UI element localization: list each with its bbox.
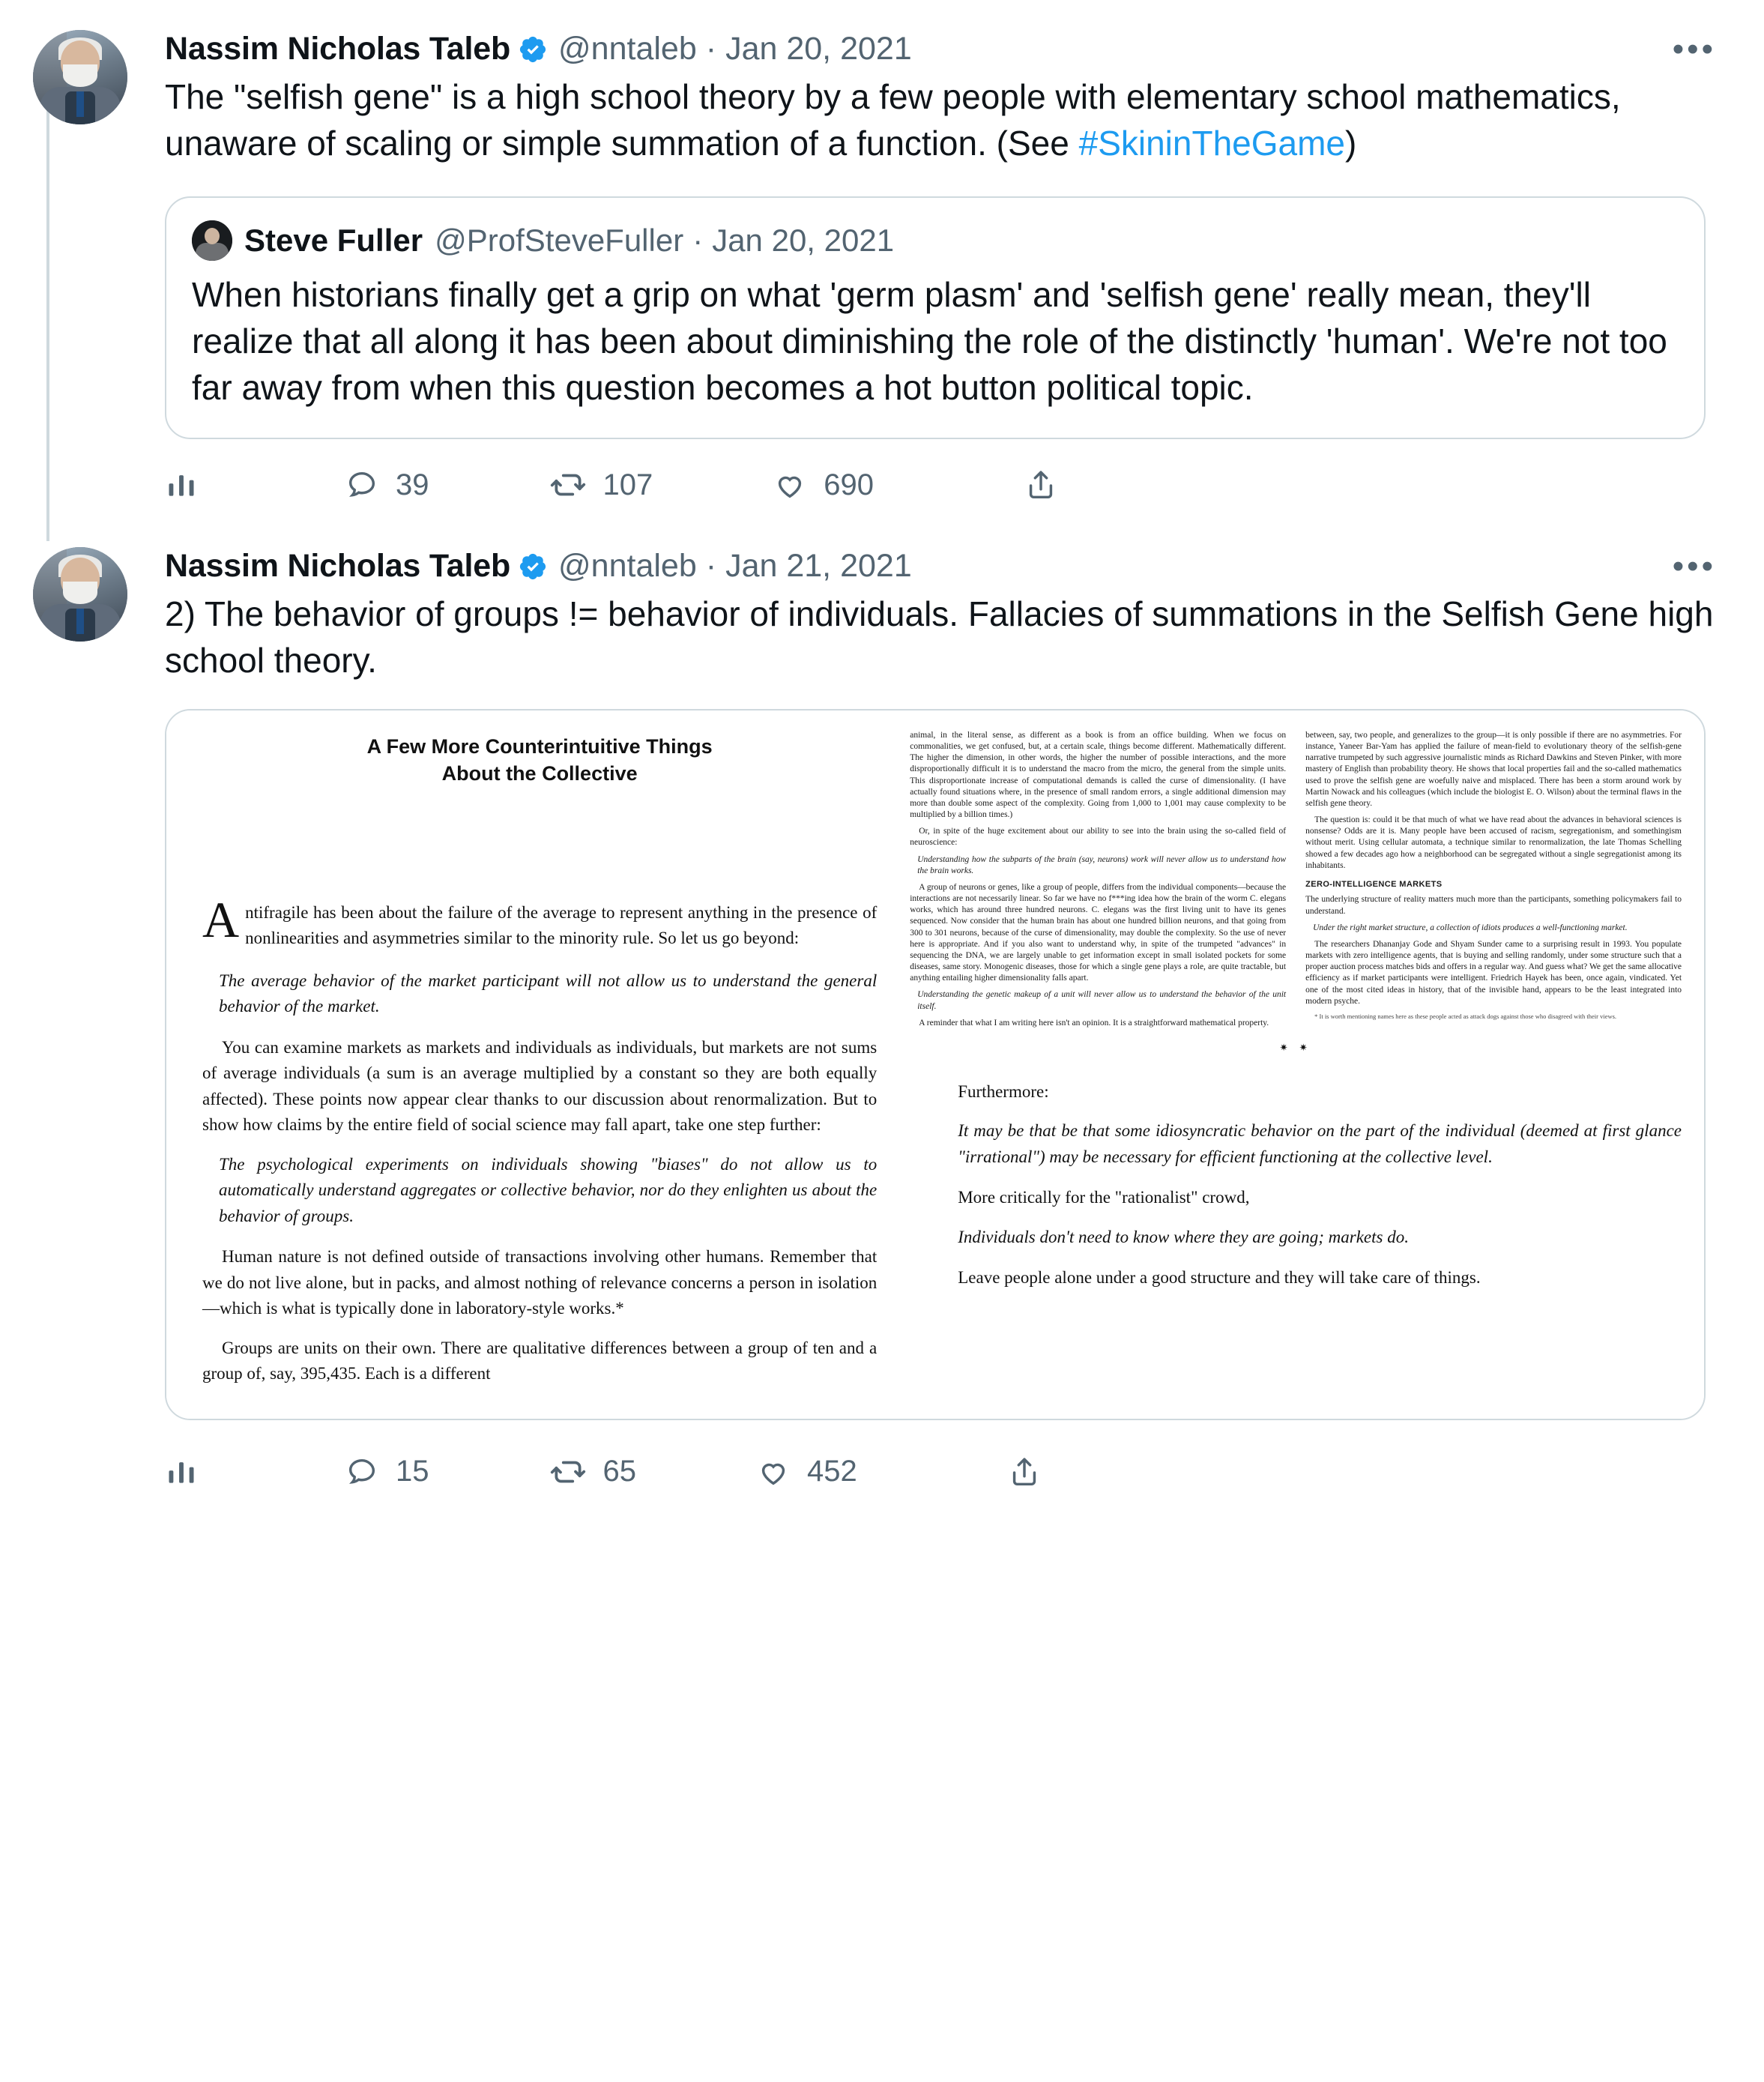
analytics-button[interactable]: [165, 1455, 198, 1488]
book-paragraph-3: Human nature is not defined outside of transactions involving other humans. Remember that we do not live alone, but in packs, and almost nothing of relevance concerns a person in isolation—which is what is typically done in laboratory-style works.*: [202, 1247, 878, 1318]
verified-badge-icon: [518, 34, 548, 64]
avatar[interactable]: [33, 30, 127, 124]
share-button[interactable]: [1007, 1455, 1042, 1489]
book-italic-2: The psychological experiments on individuals showing "biases" do not allow us to automatically understand aggregates or collective behavior, nor do they enlighten us about the behavior of groups.: [219, 1154, 878, 1225]
tweet-text-after: ): [1345, 123, 1357, 163]
book-mid-italic-1: Understanding how the subparts of the brain (say, neurons) work will never allow us to understand how the brain works.: [917, 854, 1287, 875]
book-right2-italic: Under the right market structure, a collection of idiots produces a well-functioning market.: [1313, 923, 1628, 932]
tweet-header: [165, 30, 1724, 69]
book-right-page: [910, 730, 1682, 1401]
avatar-column: [33, 30, 148, 511]
book-opening-paragraph: [202, 890, 878, 952]
book-column-right: [1305, 730, 1682, 1034]
author-name[interactable]: Nassim Nicholas Taleb: [165, 548, 511, 585]
author-handle[interactable]: @nntaleb: [558, 31, 697, 67]
tweet-text: [165, 73, 1724, 166]
tweet-date[interactable]: Jan 21, 2021: [725, 548, 912, 585]
more-options-icon[interactable]: •••: [1672, 547, 1716, 585]
book-mid-para-1: animal, in the literal sense, as different as a book is from an office building. When we focus on commonalities, we get confused, but, at a certain scale, things become different. Mathematically different. The higher the dimension, in other words, the higher the number of possible interactions, and the more disproportionally difficult it is to understand the macro from the micro, the general from the simple units. This disproportionate increase of computational demands is called the curse of dimensionality. (I have actually found situations where, in the presence of small random errors, a single additional dimension may more than double some aspect of the complexity. Going from 1,000 to 1,001 may cause complexity to be multiplied by a billion times.): [910, 730, 1287, 820]
book-furthermore-italic-2: Individuals don't need to know where they are going; markets do.: [958, 1227, 1409, 1246]
book-furthermore-lead: Furthermore:: [958, 1081, 1049, 1101]
book-paragraph-2: You can examine markets as markets and individuals as individuals, but markets are not sums of average individuals (a sum is an average multiplied by a constant so they are both equally affected). These points now appear clear thanks to our discussion about renormalization. But to show how claims by the entire field of social science may fall apart, take one step further:: [202, 1037, 878, 1135]
tweet-actions-1: [165, 466, 1117, 504]
hashtag-link[interactable]: #SkininTheGame: [1078, 123, 1346, 163]
chapter-title-line-2: About the Collective: [441, 762, 638, 785]
tweet-text-before: The "selfish gene" is a high school theory by a few people with elementary school mathematics, unaware of scaling or simple summation of a function. (See: [165, 76, 1621, 163]
reply-button[interactable]: [345, 1455, 429, 1489]
book-mid-para-4: A reminder that what I am writing here isn't an opinion. It is a straightforward mathematical property.: [919, 1018, 1269, 1028]
book-section-break-icon: ✷ ✷: [1279, 1041, 1312, 1053]
book-mid-para-2: Or, in spite of the huge excitement about our ability to see into the brain using the so-called field of neuroscience:: [910, 827, 1287, 848]
book-mid-para-3: A group of neurons or genes, like a group of people, differs from the individual components—because the interactions are not necessarily linear. So far we have no f***ing idea how the brain of the worm C. elegans works, which has around three hundred neurons. C. elegans was the first living unit to have its genes sequenced. Now consider that the human brain has about one hundred billion neurons, and that going from 300 to 301 neurons, because of the curse of dimensionality, may double the complexity. So the use of never here is appropriate. And if you also want to understand why, in spite of the trumpeted "advances" in sequencing the DNA, we are largely unable to get information except in small isolated pockets for some diseases, same story. Monogenic diseases, those for which a single gene plays a role, are quite tractable, but anything entailing higher dimensionality falls apart.: [910, 882, 1287, 983]
reply-count: 15: [396, 1455, 429, 1488]
book-opening-text: ntifragile has been about the failure of the average to represent anything in the presence of nonlinearities and asymmetries similar to the minority rule. So let us go beyond:: [245, 902, 878, 948]
book-drop-cap: A: [202, 890, 240, 948]
book-spread: [166, 710, 1704, 1419]
separator-dot: ·: [705, 31, 717, 67]
retweet-count: 107: [602, 468, 653, 501]
book-furthermore-closing: Leave people alone under a good structure and they will take care of things.: [958, 1268, 1481, 1288]
author-handle[interactable]: @nntaleb: [558, 548, 697, 585]
retweet-button[interactable]: [549, 1453, 637, 1491]
book-two-columns: [910, 730, 1682, 1034]
reply-count: 39: [396, 468, 429, 501]
book-paragraph-4: Groups are units on their own. There are qualitative differences between a group of ten and a group of, say, 395,435. Each is a different: [202, 1338, 878, 1384]
book-footnote: * It is worth mentioning names here as these people acted as attack dogs against those who disagreed with their views.: [1314, 1012, 1617, 1020]
book-right2-para-2: The researchers Dhananjay Gode and Shyam Sunder came to a surprising result in 1993. You populate markets with zero intelligence agents, that is buying and selling randomly, under some structure such that a proper auction process matches bids and offers in a regular way. And guess what? We get the same allocative efficiency as if market participants were intelligent. Friedrich Hayek has been, once again, vindicated. Yet one of the most cited ideas in history, that of the invisible hand, appears to be the least integrated into modern psyche.: [1305, 939, 1682, 1006]
book-mid-italic-2: Understanding the genetic makeup of a unit will never allow us to understand the behavior of the unit itself.: [917, 990, 1287, 1011]
book-chapter-title: [202, 733, 877, 788]
like-button[interactable]: [756, 1455, 857, 1489]
book-right-para-1: between, say, two people, and generalizes to the group—it is only possible if there are no asymmetries. For instance, Yaneer Bar-Yam has applied the failure of mean-field to evolutionary theory of the selfish-gene narrative trumpeted by such aggressive journalistic minds as Richard Dawkins and Steven Pinker, with more mastery of English than probability theory. He shows that local properties fail and the so-called mathematics used to prove the selfish gene are woefully naive and misplaced. There has been a storm around work by Martin Nowack and his colleagues (which include the biologist E. O. Wilson) about the terminal flaws in the selfish gene theory.: [1305, 730, 1682, 808]
quoted-author-name[interactable]: Steve Fuller: [244, 222, 423, 258]
tweet-2: [0, 511, 1764, 1521]
tweet-image-book-pages[interactable]: [165, 709, 1706, 1420]
verified-badge-icon: [518, 552, 548, 582]
quoted-tweet-text: When historians finally get a grip on what 'germ plasm' and 'selfish gene' really mean, they'll realize that all along it has been about diminishing the role of the distinctly 'human'. We're not too far away from when this question becomes a hot button political topic.: [192, 274, 1667, 407]
book-right2-para-1: The underlying structure of reality matters much more than the participants, something policymakers fail to understand.: [1305, 895, 1682, 916]
quoted-author-handle[interactable]: @ProfSteveFuller: [435, 222, 684, 258]
tweet-content-2: [148, 547, 1731, 1521]
tweet-header-2: [165, 547, 1724, 586]
like-button[interactable]: [773, 468, 874, 502]
book-section-heading: ZERO-INTELLIGENCE MARKETS: [1305, 879, 1443, 889]
reply-button[interactable]: [345, 468, 429, 502]
like-count: 690: [824, 468, 874, 501]
book-left-page: [189, 730, 890, 1401]
book-column-middle: [910, 730, 1286, 1034]
quoted-separator-dot: ·: [692, 222, 704, 258]
book-furthermore-block: [910, 1079, 1682, 1291]
share-button[interactable]: [1024, 468, 1058, 502]
tweet-date[interactable]: Jan 20, 2021: [725, 31, 912, 67]
book-right-para-2: The question is: could it be that much of what we have read about the advances in behavioral sciences is nonsense? Odds are it is. Many people have been accused of racism, segregationism, and somethingism without merit. Using cellular automata, a technique similar to renormalization, the late Thomas Schelling showed a few decades ago how a neighborhood can be segregated without a single segregationist among its inhabitants.: [1305, 815, 1682, 870]
author-name[interactable]: Nassim Nicholas Taleb: [165, 31, 511, 67]
chapter-title-line-1: A Few More Counterintuitive Things: [366, 734, 713, 758]
tweet-actions-2: [165, 1453, 1117, 1491]
analytics-button[interactable]: [165, 468, 198, 501]
like-count: 452: [807, 1455, 857, 1488]
quoted-avatar[interactable]: [192, 220, 232, 261]
tweet-text-2: 2) The behavior of groups != behavior of individuals. Fallacies of summations in the Selfish Gene high school theory.: [165, 594, 1714, 680]
quoted-tweet-card[interactable]: [165, 196, 1706, 439]
retweet-count: 65: [602, 1455, 636, 1488]
avatar[interactable]: [33, 547, 127, 642]
quoted-tweet-date: Jan 20, 2021: [712, 222, 895, 258]
book-furthermore-italic-1: It may be that be that some idiosyncratic behavior on the part of the individual (deemed at first glance "irrational") may be necessary for efficient functioning at the collective level.: [958, 1121, 1682, 1166]
quoted-tweet-header: [192, 220, 1679, 261]
retweet-button[interactable]: [549, 466, 653, 504]
book-furthermore-lead-2: More critically for the "rationalist" crowd,: [958, 1188, 1250, 1207]
tweet-content: [148, 30, 1731, 511]
more-options-icon[interactable]: •••: [1672, 30, 1716, 67]
avatar-column-2: [33, 547, 148, 1521]
separator-dot: ·: [705, 548, 717, 585]
tweet-1: [0, 0, 1764, 511]
book-italic-1: The average behavior of the market participant will not allow us to understand the general behavior of the market.: [219, 971, 878, 1016]
